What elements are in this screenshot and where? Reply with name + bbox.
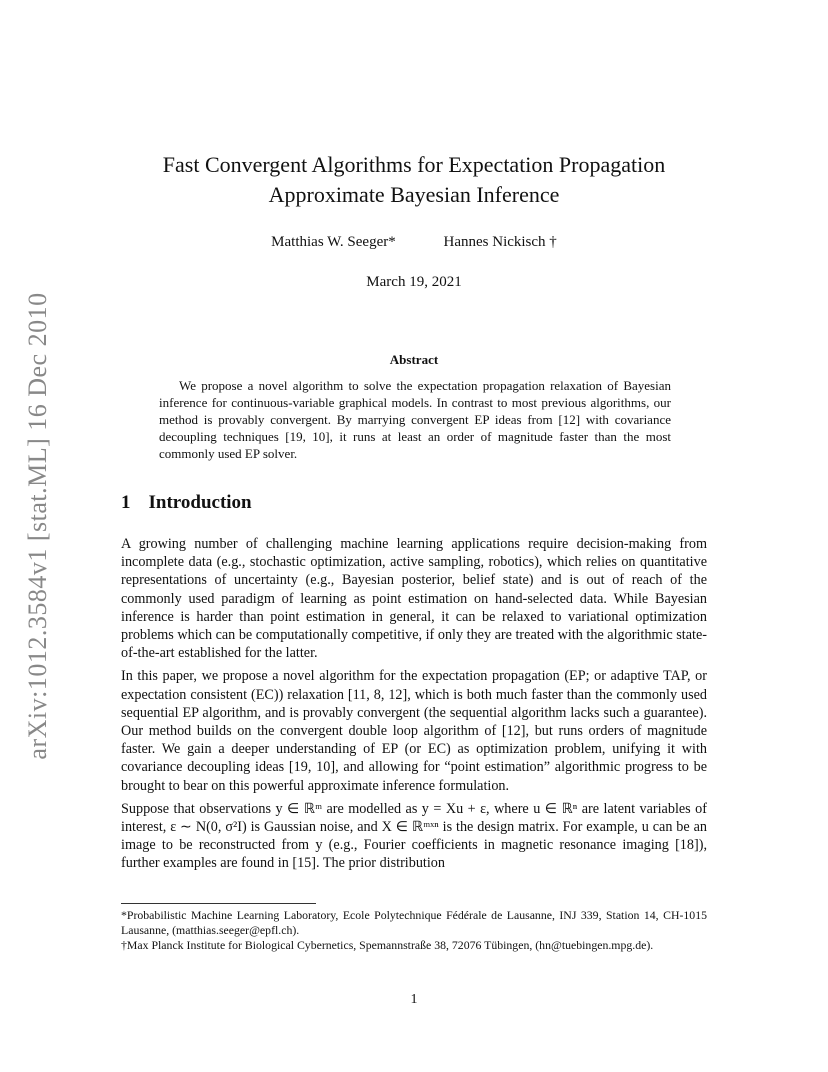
author-list bbox=[120, 234, 708, 251]
section-number: 1 bbox=[121, 492, 131, 513]
abstract-body bbox=[159, 377, 671, 462]
page-number: 1 bbox=[410, 992, 418, 1007]
paragraph-2: In this paper, we propose a novel algorithm for the expectation propagation (EP; or adaptive TAP, or expectation consistent (EC)) relaxation [11, 8, 12], which is both much faster than the commonly used sequential EP algorithm, and is provably convergent (the sequential algorithm lacks such a guarantee). Our method builds on the convergent double loop algorithm of [12], but runs orders of magnitude faster. We gain a deeper understanding of EP (or EC) as optimization problem, unifying it with covariance decoupling ideas [19, 10], and allowing for “point estimation” algorithmic progress to be brought to bear on this powerful approximate inference formulation. bbox=[121, 668, 707, 794]
author-nickisch: Hannes Nickisch † bbox=[443, 234, 557, 250]
arxiv-sidebar-identifier bbox=[18, 286, 58, 766]
paper-date: March 19, 2021 bbox=[366, 274, 462, 290]
author-seeger: Matthias W. Seeger* bbox=[271, 234, 396, 250]
footnote-rule bbox=[121, 903, 316, 904]
arxiv-id-text: arXiv:1012.3584v1 [stat.ML] 16 Dec 2010 bbox=[23, 292, 52, 760]
footnote-2: †Max Planck Institute for Biological Cybernetics, Spemannstraße 38, 72076 Tübingen, (hn@tuebingen.mpg.de). bbox=[121, 938, 654, 952]
abstract-heading: Abstract bbox=[389, 352, 439, 367]
body-text bbox=[121, 535, 707, 878]
title-line-1: Fast Convergent Algorithms for Expectation Propagation bbox=[162, 152, 666, 177]
section-heading bbox=[121, 492, 252, 514]
paper-title bbox=[120, 150, 708, 210]
title-line-2: Approximate Bayesian Inference bbox=[268, 182, 560, 207]
footnote-1: *Probabilistic Machine Learning Laboratory, Ecole Polytechnique Fédérale de Lausanne, INJ 339, Station 14, CH-1015 Lausanne, (matthias.seeger@epfl.ch). bbox=[121, 908, 707, 937]
paragraph-1: A growing number of challenging machine learning applications require decision-making from incomplete data (e.g., stochastic optimization, active sampling, robotics), which relies on quantitative representations of uncertainty (e.g., Bayesian posterior, belief state) and is out of reach of the commonly used paradigm of learning as point estimation on hand-selected data. While Bayesian inference is harder than point estimation in general, it can be relaxed to variational optimization problems which can be computationally competitive, if only they are treated with the algorithmic state-of-the-art established for the latter. bbox=[121, 536, 707, 662]
paragraph-3: Suppose that observations y ∈ ℝᵐ are modelled as y = Xu + ε, where u ∈ ℝⁿ are latent variables of interest, ε ∼ N(0, σ²I) is Gaussian noise, and X ∈ ℝᵐˣⁿ is the design matrix. For example, u can be an image to be reconstructed from y (e.g., Fourier coefficients in magnetic resonance imaging [18]), further examples are found in [15]. The prior distribution bbox=[121, 800, 707, 872]
abstract-text: We propose a novel algorithm to solve the expectation propagation relaxation of Bayesian inference for continuous-variable graphical models. In contrast to most previous algorithms, our method is provably convergent. By marrying convergent EP ideas from [12] with covariance decoupling techniques [19, 10], it runs at least an order of magnitude faster than the most commonly used EP solver. bbox=[159, 378, 671, 461]
section-title: Introduction bbox=[148, 492, 252, 513]
